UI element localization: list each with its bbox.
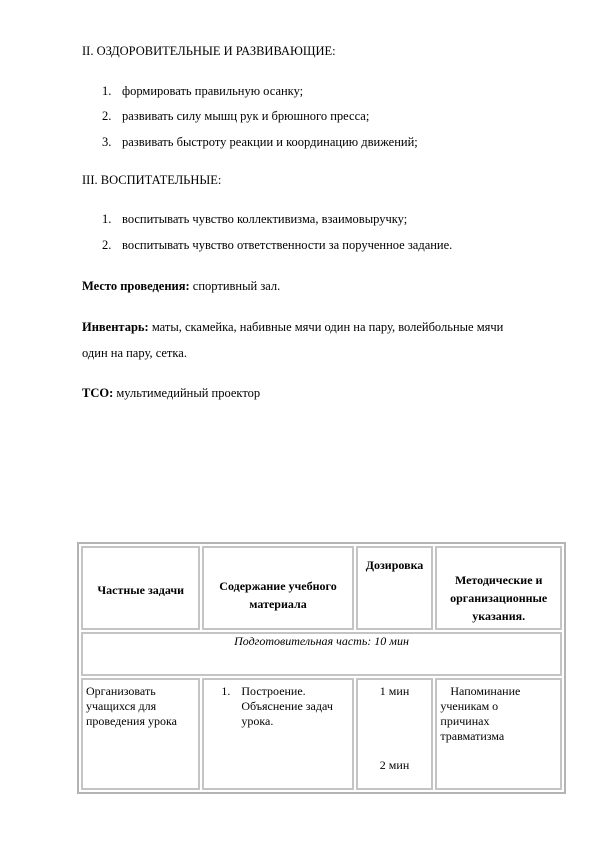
content-line: Построение. <box>241 684 306 698</box>
table-header-row <box>81 546 562 630</box>
header-content-line: материала <box>249 596 307 611</box>
list-text: формировать правильную осанку; <box>122 84 304 98</box>
list-text: воспитывать чувство коллективизма, взаимовыручку; <box>122 212 408 226</box>
cell-task <box>81 678 200 790</box>
header-dosage-text: Дозировка <box>365 558 424 572</box>
list-number: 2. <box>102 238 112 252</box>
task-line: проведения урока <box>86 714 177 728</box>
header-content <box>202 546 353 630</box>
section-label: Подготовительная часть: 10 мин <box>234 634 409 648</box>
inventory-line-1 <box>82 320 503 335</box>
table-row <box>81 678 562 790</box>
lesson-plan-table <box>77 542 566 794</box>
table-section-row <box>81 632 562 676</box>
header-methods-line: Методические и <box>454 573 543 587</box>
section-label-cell <box>81 632 562 676</box>
header-methods <box>435 546 562 630</box>
venue-line <box>82 279 280 294</box>
cell-methods <box>435 678 562 790</box>
tso-label: ТСО: <box>82 386 114 400</box>
list-number: 3. <box>102 135 112 149</box>
list-text: развивать быстроту реакции и координацию движений; <box>122 135 418 149</box>
cell-content <box>202 678 353 790</box>
task-line: учащихся для <box>86 699 157 713</box>
header-tasks-text: Частные задачи <box>97 582 185 597</box>
tso-line <box>82 386 260 401</box>
cell-dosage <box>356 678 434 790</box>
header-dosage <box>356 546 434 630</box>
content-number: 1. <box>221 684 231 698</box>
header-tasks <box>81 546 200 630</box>
header-methods-line: организационные <box>450 591 548 605</box>
task-line: Организовать <box>86 684 156 698</box>
content-line: Объяснение задач <box>241 699 333 713</box>
content-line: урока. <box>241 714 274 728</box>
venue-label: Место проведения: <box>82 279 190 293</box>
section2-title: II. ОЗДОРОВИТЕЛЬНЫЕ И РАЗВИВАЮЩИЕ: <box>82 44 336 58</box>
inventory-line-2: один на пару, сетка. <box>82 346 187 360</box>
methods-line: причинах <box>440 714 490 728</box>
section3-title: III. ВОСПИТАТЕЛЬНЫЕ: <box>82 173 222 187</box>
dosage-value: 1 мин <box>379 684 410 698</box>
list-number: 1. <box>102 212 112 226</box>
methods-line: травматизма <box>440 729 505 743</box>
header-content-line: Содержание учебного <box>219 578 337 593</box>
list-number: 2. <box>102 109 112 123</box>
list-text: развивать силу мышц рук и брюшного пресса; <box>122 109 370 123</box>
inventory-value: маты, скамейка, набивные мячи один на пару, волейбольные мячи <box>148 320 504 334</box>
inventory-label: Инвентарь: <box>82 320 149 334</box>
dosage-value: 2 мин <box>379 758 410 772</box>
list-text: воспитывать чувство ответственности за порученное задание. <box>122 238 453 252</box>
methods-line: Напоминание <box>450 684 521 698</box>
header-methods-line: указания. <box>472 609 526 623</box>
list-number: 1. <box>102 84 112 98</box>
tso-value: мультимедийный проектор <box>113 386 261 400</box>
methods-line: ученикам о <box>440 699 499 713</box>
venue-value: спортивный зал. <box>189 279 281 293</box>
